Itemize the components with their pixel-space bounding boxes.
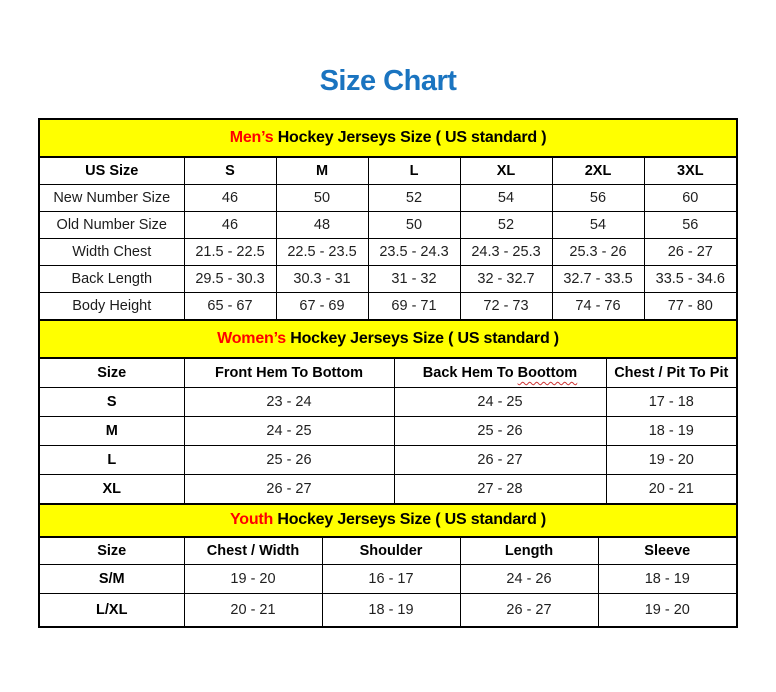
- row-label: L: [39, 446, 184, 475]
- size-value-cell: 18 - 19: [598, 565, 737, 594]
- row-label: Back Length: [39, 266, 184, 293]
- womens-section-title: [39, 320, 737, 358]
- size-value-cell: 30.3 - 31: [276, 266, 368, 293]
- size-value-cell: 69 - 71: [368, 293, 460, 320]
- size-value-cell: 26 - 27: [184, 475, 394, 504]
- youth-section-rest: Hockey Jerseys Size ( US standard ): [273, 511, 547, 529]
- table-row: [39, 293, 737, 320]
- size-value-cell: 29.5 - 30.3: [184, 266, 276, 293]
- mens-col-header: XL: [460, 157, 552, 185]
- youth-size-table: [38, 503, 738, 628]
- mens-col-header: 2XL: [552, 157, 644, 185]
- womens-header-row: [39, 358, 737, 388]
- size-value-cell: 22.5 - 23.5: [276, 239, 368, 266]
- size-value-cell: 20 - 21: [606, 475, 737, 504]
- womens-section-band: [39, 320, 737, 358]
- mens-col-header: S: [184, 157, 276, 185]
- youth-section-band: [39, 504, 737, 537]
- size-value-cell: 19 - 20: [606, 446, 737, 475]
- size-value-cell: 56: [644, 212, 737, 239]
- size-value-cell: 18 - 19: [322, 594, 460, 627]
- mens-col-header: M: [276, 157, 368, 185]
- size-value-cell: 32.7 - 33.5: [552, 266, 644, 293]
- row-label: Old Number Size: [39, 212, 184, 239]
- mens-col-header: US Size: [39, 157, 184, 185]
- womens-size-table: [38, 319, 738, 505]
- table-row: [39, 446, 737, 475]
- size-value-cell: 31 - 32: [368, 266, 460, 293]
- size-value-cell: 48: [276, 212, 368, 239]
- row-label: New Number Size: [39, 185, 184, 212]
- size-value-cell: 20 - 21: [184, 594, 322, 627]
- size-value-cell: 32 - 32.7: [460, 266, 552, 293]
- row-label: XL: [39, 475, 184, 504]
- table-row: [39, 239, 737, 266]
- back-hem-label: Back Hem To: [422, 365, 518, 382]
- table-row: [39, 388, 737, 417]
- size-value-cell: 19 - 20: [598, 594, 737, 627]
- size-value-cell: 52: [460, 212, 552, 239]
- row-label: M: [39, 417, 184, 446]
- table-row: [39, 212, 737, 239]
- size-value-cell: 21.5 - 22.5: [184, 239, 276, 266]
- size-value-cell: 18 - 19: [606, 417, 737, 446]
- size-value-cell: 50: [276, 185, 368, 212]
- size-value-cell: 26 - 27: [644, 239, 737, 266]
- table-row: [39, 266, 737, 293]
- mens-section-prefix: Men’s: [229, 128, 274, 146]
- mens-size-table: [38, 118, 738, 321]
- youth-col-header: Sleeve: [598, 537, 737, 565]
- womens-col-header: [394, 358, 606, 388]
- size-value-cell: 23 - 24: [184, 388, 394, 417]
- womens-col-header: Size: [39, 358, 184, 388]
- size-tables-container: [38, 118, 736, 628]
- size-value-cell: 16 - 17: [322, 565, 460, 594]
- youth-col-header: Shoulder: [322, 537, 460, 565]
- row-label: Width Chest: [39, 239, 184, 266]
- youth-col-header: Chest / Width: [184, 537, 322, 565]
- size-value-cell: 54: [460, 185, 552, 212]
- size-value-cell: 23.5 - 24.3: [368, 239, 460, 266]
- row-label: S: [39, 388, 184, 417]
- size-value-cell: 74 - 76: [552, 293, 644, 320]
- mens-col-header: L: [368, 157, 460, 185]
- mens-section-rest: Hockey Jerseys Size ( US standard ): [273, 128, 547, 146]
- size-value-cell: 19 - 20: [184, 565, 322, 594]
- size-value-cell: 25 - 26: [184, 446, 394, 475]
- mens-col-header: 3XL: [644, 157, 737, 185]
- size-value-cell: 65 - 67: [184, 293, 276, 320]
- mens-section-band: [39, 119, 737, 157]
- size-value-cell: 50: [368, 212, 460, 239]
- row-label: S/M: [39, 565, 184, 594]
- row-label: L/XL: [39, 594, 184, 627]
- page-title: Size Chart: [319, 65, 457, 97]
- size-value-cell: 24 - 25: [394, 388, 606, 417]
- size-value-cell: 46: [184, 212, 276, 239]
- womens-col-header: Front Hem To Bottom: [184, 358, 394, 388]
- size-value-cell: 60: [644, 185, 737, 212]
- size-value-cell: 33.5 - 34.6: [644, 266, 737, 293]
- back-hem-misspelled-word: Boottom: [517, 365, 578, 382]
- table-row: [39, 475, 737, 504]
- size-value-cell: 72 - 73: [460, 293, 552, 320]
- size-value-cell: 46: [184, 185, 276, 212]
- youth-section-title: [39, 504, 737, 537]
- table-row: [39, 565, 737, 594]
- womens-section-rest: Hockey Jerseys Size ( US standard ): [285, 329, 559, 347]
- size-value-cell: 25 - 26: [394, 417, 606, 446]
- table-row: [39, 594, 737, 627]
- womens-col-header: Chest / Pit To Pit: [606, 358, 737, 388]
- size-value-cell: 52: [368, 185, 460, 212]
- youth-header-row: [39, 537, 737, 565]
- youth-col-header: Length: [460, 537, 598, 565]
- size-value-cell: 25.3 - 26: [552, 239, 644, 266]
- size-value-cell: 24.3 - 25.3: [460, 239, 552, 266]
- size-value-cell: 54: [552, 212, 644, 239]
- size-value-cell: 24 - 26: [460, 565, 598, 594]
- size-value-cell: 77 - 80: [644, 293, 737, 320]
- size-chart-page: [0, 64, 776, 692]
- size-value-cell: 67 - 69: [276, 293, 368, 320]
- row-label: Body Height: [39, 293, 184, 320]
- size-value-cell: 24 - 25: [184, 417, 394, 446]
- size-value-cell: 56: [552, 185, 644, 212]
- size-value-cell: 17 - 18: [606, 388, 737, 417]
- youth-col-header: Size: [39, 537, 184, 565]
- mens-header-row: [39, 157, 737, 185]
- womens-section-prefix: Women’s: [217, 329, 286, 347]
- table-row: [39, 417, 737, 446]
- youth-section-prefix: Youth: [229, 511, 274, 529]
- size-value-cell: 27 - 28: [394, 475, 606, 504]
- size-value-cell: 26 - 27: [394, 446, 606, 475]
- size-value-cell: 26 - 27: [460, 594, 598, 627]
- table-row: [39, 185, 737, 212]
- mens-section-title: [39, 119, 737, 157]
